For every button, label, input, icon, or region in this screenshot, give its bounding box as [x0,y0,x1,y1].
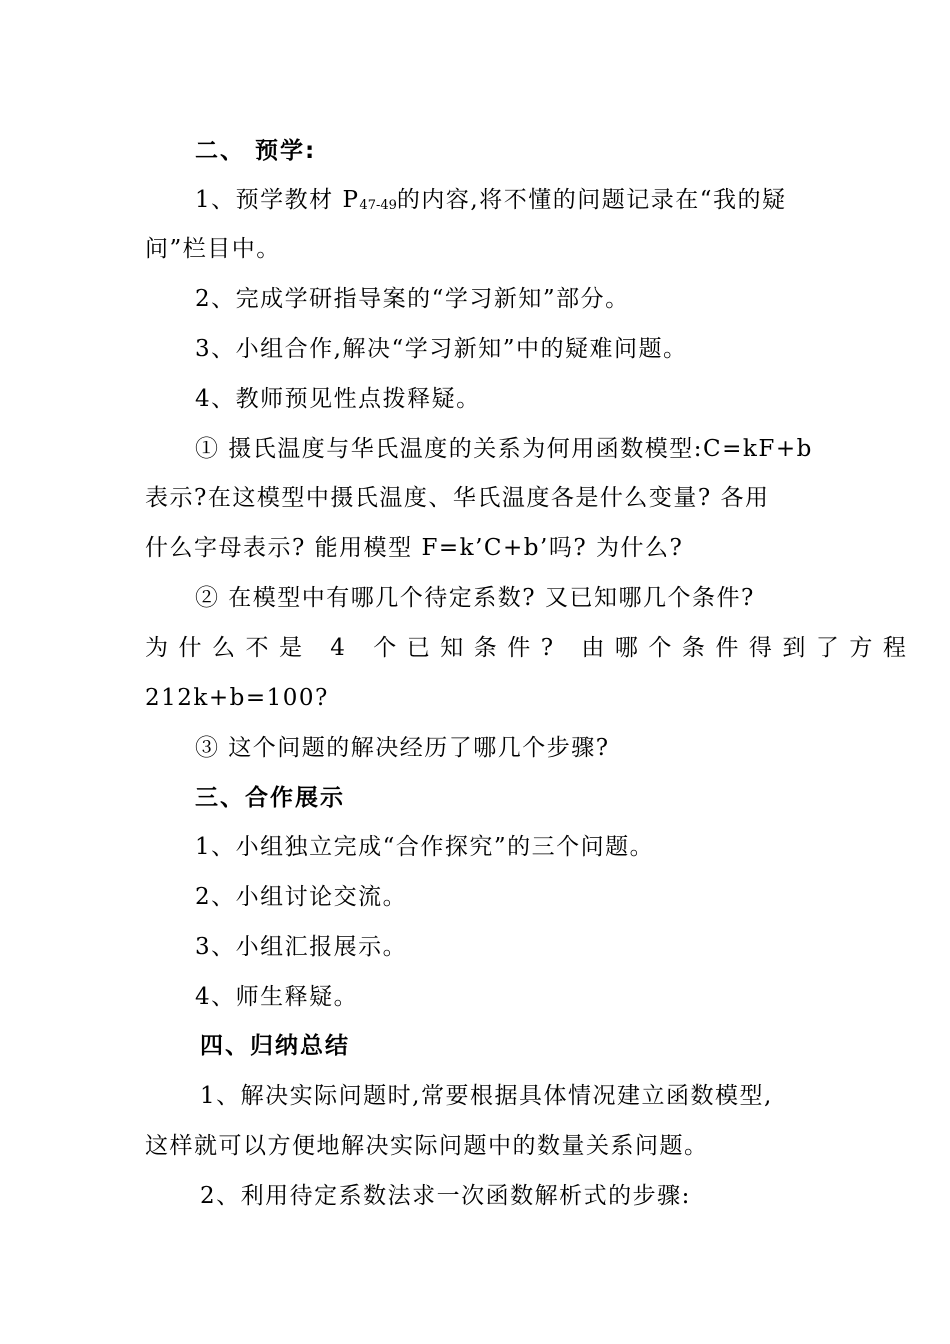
question-1-line-1: ① 摄氏温度与华氏温度的关系为何用函数模型:C=kF+b [195,436,813,462]
preview-item-1-text: 1、预学教材 P [195,187,360,213]
summary-item-1-line-2: 这样就可以方便地解决实际问题中的数量关系问题。 [145,1133,709,1159]
question-1-line-3: 什么字母表示? 能用模型 F=k’C+b’吗? 为什么? [145,535,684,561]
preview-item-2: 2、完成学研指导案的“学习新知”部分。 [195,286,630,312]
preview-item-4: 4、教师预见性点拨释疑。 [195,386,481,412]
section-heading-summary: 四、归纳总结 [200,1033,350,1059]
question-2-line-2: 为什么不是 4 个已知条件? 由哪个条件得到了方程 [145,635,917,661]
preview-item-1-text-cont: 的内容,将不懂的问题记录在“我的疑 [396,187,787,213]
section-heading-cooperation: 三、合作展示 [195,785,345,811]
preview-item-1-line-2: 问”栏目中。 [145,236,281,262]
section-heading-preview: 二、 预学: [195,138,317,164]
cooperation-item-2: 2、小组讨论交流。 [195,884,408,910]
cooperation-item-4: 4、师生释疑。 [195,984,359,1010]
question-1-line-2: 表示?在这模型中摄氏温度、华氏温度各是什么变量? 各用 [145,485,770,511]
cooperation-item-3: 3、小组汇报展示。 [195,934,408,960]
summary-item-1-line-1: 1、解决实际问题时,常要根据具体情况建立函数模型, [200,1083,773,1109]
preview-item-1 [195,185,810,221]
page-range-subscript: 47-49 [359,198,397,213]
question-3: ③ 这个问题的解决经历了哪几个步骤? [195,735,610,761]
cooperation-item-1: 1、小组独立完成“合作探究”的三个问题。 [195,834,655,860]
question-2-line-1: ② 在模型中有哪几个待定系数? 又已知哪几个条件? [195,585,755,611]
preview-item-3: 3、小组合作,解决“学习新知”中的疑难问题。 [195,336,688,362]
question-2-line-3: 212k+b=100? [145,685,329,711]
summary-item-2: 2、利用待定系数法求一次函数解析式的步骤: [200,1183,691,1209]
